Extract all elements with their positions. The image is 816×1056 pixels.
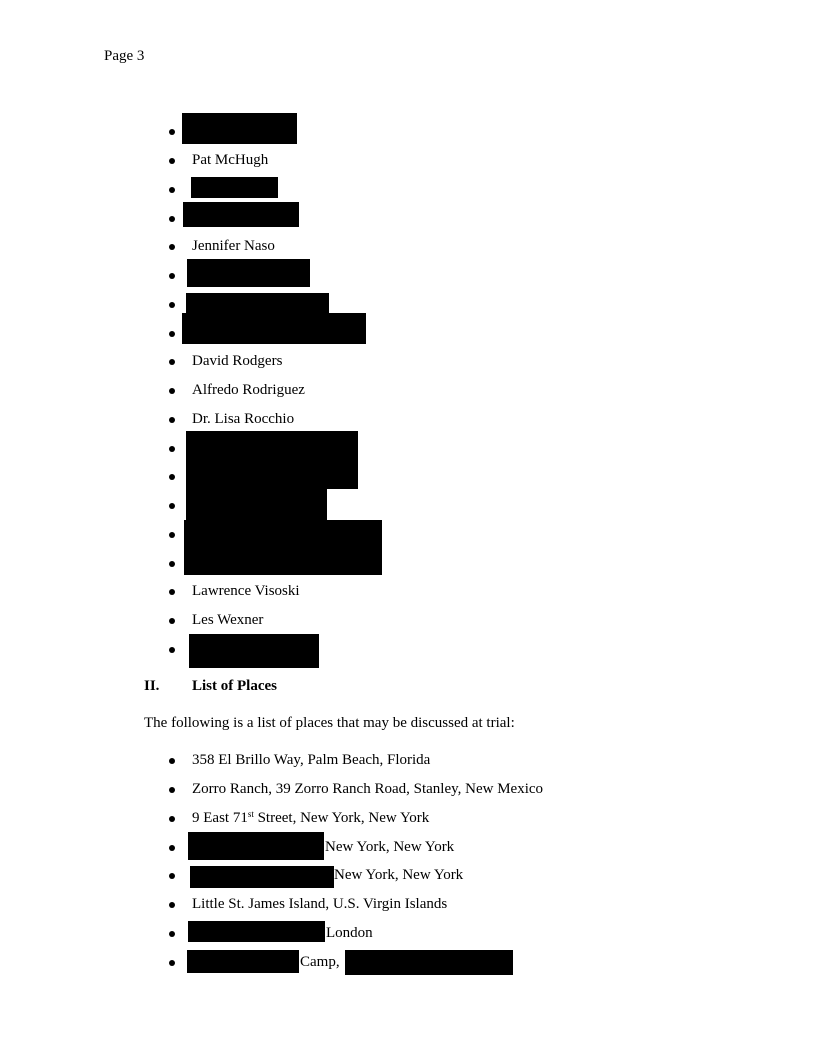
person-name: Pat McHugh — [192, 152, 269, 168]
redaction-block — [182, 113, 297, 144]
list-item — [0, 265, 816, 285]
list-item — [0, 779, 816, 799]
section-title: List of Places — [192, 678, 277, 694]
list-item — [0, 923, 816, 943]
place-text-prefix: 9 East 71 — [192, 810, 248, 826]
place-text: New York, New York — [334, 867, 464, 883]
redaction-block — [191, 177, 278, 198]
list-item — [0, 466, 816, 486]
bullet — [169, 960, 175, 966]
bullet — [169, 561, 175, 567]
redaction-block — [184, 520, 382, 575]
bullet — [169, 845, 175, 851]
bullet — [169, 244, 175, 250]
bullet — [169, 647, 175, 653]
list-item — [0, 150, 816, 170]
redaction-block — [190, 866, 334, 888]
bullet — [169, 474, 175, 480]
list-item — [0, 409, 816, 429]
bullet — [169, 216, 175, 222]
redaction-block — [345, 950, 513, 975]
list-item — [0, 837, 816, 857]
list-item — [0, 323, 816, 343]
list-item — [0, 894, 816, 914]
place-text — [192, 808, 429, 829]
place-text: 358 El Brillo Way, Palm Beach, Florida — [192, 752, 431, 768]
list-item — [0, 524, 816, 544]
list-item — [0, 610, 816, 630]
person-name: Lawrence Visoski — [192, 583, 300, 599]
list-item — [0, 865, 816, 885]
list-item — [0, 495, 816, 515]
bullet — [169, 873, 175, 879]
person-name: Les Wexner — [192, 612, 264, 628]
redaction-block — [186, 293, 329, 315]
list-item — [0, 380, 816, 400]
section-intro: The following is a list of places that may be discussed at trial: — [144, 715, 515, 731]
bullet — [169, 302, 175, 308]
place-text: New York, New York — [325, 839, 455, 855]
list-item — [0, 121, 816, 141]
list-item — [0, 351, 816, 371]
list-item — [0, 639, 816, 659]
redaction-block — [188, 832, 324, 860]
bullet — [169, 129, 175, 135]
person-name: Dr. Lisa Rocchio — [192, 411, 295, 427]
bullet — [169, 359, 175, 365]
place-text: Camp, — [300, 954, 340, 970]
bullet — [169, 787, 175, 793]
bullet — [169, 931, 175, 937]
bullet — [169, 618, 175, 624]
list-item — [0, 808, 816, 828]
bullet — [169, 388, 175, 394]
place-text-suffix: Street, New York, New York — [253, 810, 430, 826]
section-number: II. — [144, 678, 160, 694]
list-item — [0, 438, 816, 458]
place-text: Zorro Ranch, 39 Zorro Ranch Road, Stanley, New Mexico — [192, 781, 544, 797]
place-text: London — [326, 925, 373, 941]
redaction-block — [183, 202, 299, 227]
list-item — [0, 553, 816, 573]
bullet — [169, 446, 175, 452]
redaction-block — [187, 259, 310, 287]
bullet — [169, 532, 175, 538]
list-item — [0, 236, 816, 256]
bullet — [169, 503, 175, 509]
bullet — [169, 902, 175, 908]
redaction-block — [189, 634, 319, 668]
page-label: Page 3 — [104, 48, 145, 64]
bullet — [169, 331, 175, 337]
bullet — [169, 758, 175, 764]
bullet — [169, 417, 175, 423]
ordinal-suffix: st — [247, 809, 254, 819]
bullet — [169, 187, 175, 193]
list-item — [0, 750, 816, 770]
bullet — [169, 589, 175, 595]
person-name: David Rodgers — [192, 353, 283, 369]
bullet — [169, 158, 175, 164]
person-name: Alfredo Rodriguez — [192, 382, 305, 398]
list-item — [0, 581, 816, 601]
redaction-block — [182, 313, 366, 344]
redaction-block — [186, 431, 358, 489]
person-name: Jennifer Naso — [192, 238, 275, 254]
bullet — [169, 816, 175, 822]
redaction-block — [188, 921, 325, 942]
place-text: Little St. James Island, U.S. Virgin Islands — [192, 896, 448, 912]
list-item — [0, 294, 816, 314]
bullet — [169, 273, 175, 279]
list-item — [0, 208, 816, 228]
list-item — [0, 179, 816, 199]
redaction-block — [187, 950, 299, 973]
redaction-block — [186, 489, 327, 520]
